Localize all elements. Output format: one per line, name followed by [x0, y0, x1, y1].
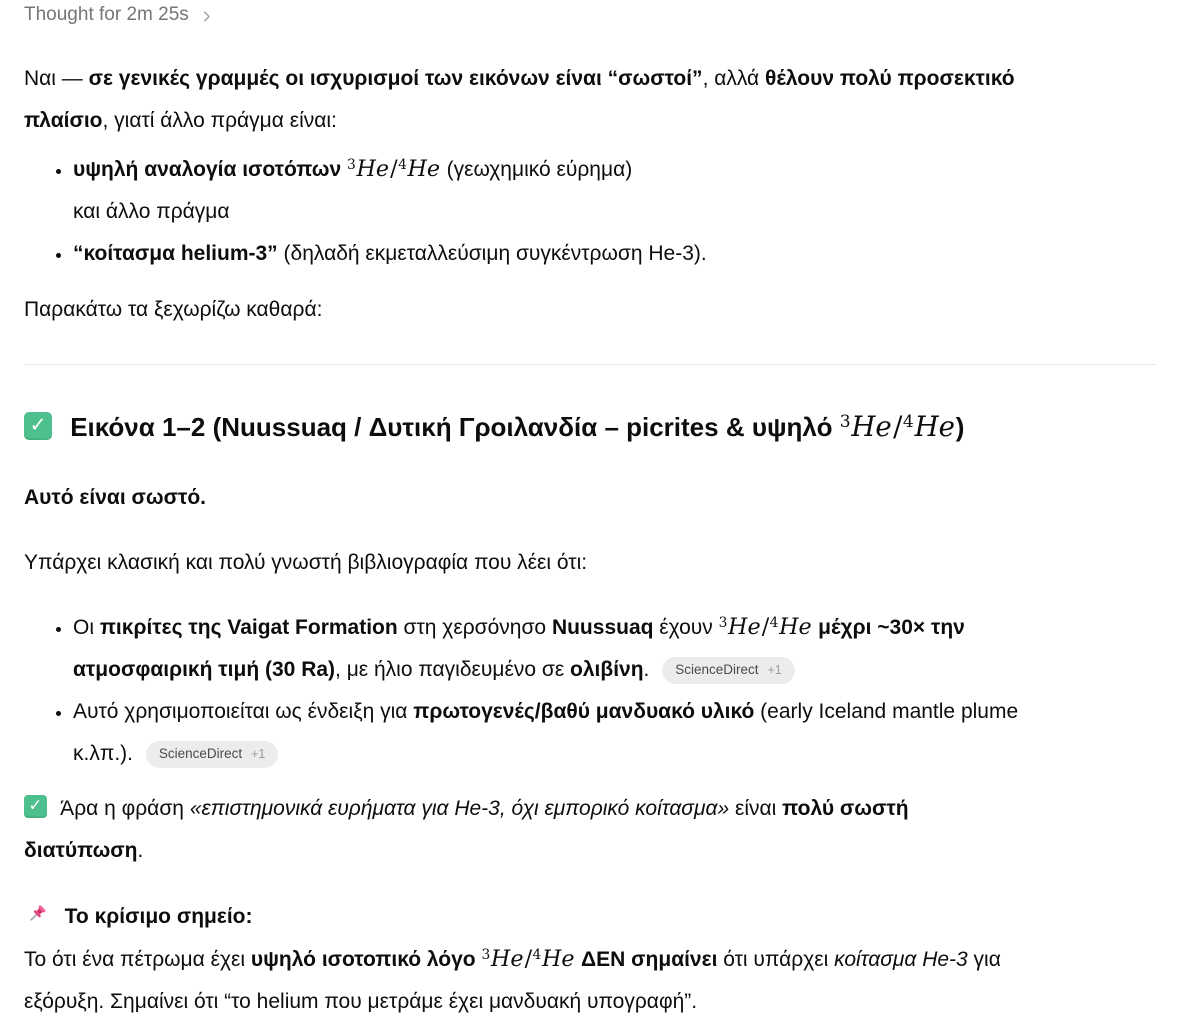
math-expression: $^3$He/$^4$He [481, 946, 575, 972]
citation-source: ScienceDirect [675, 661, 759, 677]
citation-badge[interactable] [662, 657, 795, 684]
thought-label: Thought for 2m 25s [24, 4, 189, 25]
list-item-picrites: • Οι πικρίτες της Vaigat Formation στη χερσόνησο Nuussuaq έχουν $^3$He/$^4$He μέχρι ~30× την ατμοσφαιρική τιμή (30 Ra), με ήλιο παγιδευμένο σε ολιβίνη. ScienceDirect +1 [73, 606, 1156, 691]
verdict-paragraph: Αυτό είναι σωστό. [24, 486, 206, 509]
list-item-isotope-ratio: • υψηλή αναλογία ισοτόπων $^3$He/$^4$He (γεωχημικό εύρημα) και άλλο πράγμα [73, 148, 1156, 233]
intro-paragraph: Ναι — σε γενικές γραμμές οι ισχυρισμοί των εικόνων είναι “σωστοί”, αλλά θέλουν πολύ προσεκτικό πλαίσιο, γιατί άλλο πράγμα είναι: [24, 67, 1015, 132]
math-expression: $^3$He/$^4$He [839, 411, 955, 443]
pushpin-icon [24, 901, 50, 927]
key-point-paragraph: Το κρίσιμο σημείο: Το ότι ένα πέτρωμα έχει υψηλό ισοτοπικό λόγο $^3$He/$^4$He ΔΕΝ σημαίνει ότι υπάρχει κοίτασμα He-3 για εξόρυξη. Σημαίνει ότι “το helium που μετράμε έχει μανδυακή υπογραφή”. [24, 896, 1156, 1023]
literature-paragraph: Υπάρχει κλασική και πολύ γνωστή βιβλιογραφία που λέει ότι: [24, 551, 588, 574]
transition-paragraph: Παρακάτω τα ξεχωρίζω καθαρά: [24, 298, 323, 321]
citation-badge[interactable] [146, 741, 279, 768]
list-item-mantle-plume: • Αυτό χρησιμοποιείται ως ένδειξη για πρωτογενές/βαθύ μανδυακό υλικό (early Iceland mantle plume κ.λπ.). ScienceDirect +1 [73, 691, 1156, 775]
claims-list [24, 148, 1156, 275]
math-expression: $^3$He/$^4$He [718, 614, 812, 640]
list-item-helium-deposit: • “κοίτασμα helium-3” (δηλαδή εκμεταλλεύσιμη συγκέντρωση He-3). [73, 233, 1156, 275]
image-1-2-heading: ✓ Εικόνα 1–2 (Nuussuaq / Δυτική Γροιλανδία – picrites & υψηλό $^3$He/$^4$He) [24, 407, 1156, 447]
thought-header[interactable] [24, 2, 214, 28]
evidence-list [24, 606, 1156, 775]
check-icon [24, 795, 47, 818]
check-icon [24, 412, 52, 440]
divider [24, 364, 1156, 365]
citation-count: +1 [767, 662, 782, 677]
citation-source: ScienceDirect [158, 745, 243, 761]
citation-count: +1 [251, 746, 266, 761]
math-expression: $^3$He/$^4$He [347, 156, 441, 182]
chevron-right-icon [199, 7, 214, 24]
phrase-assessment-paragraph: ✓ Άρα η φράση «επιστημονικά ευρήματα για He-3, όχι εμπορικό κοίτασμα» είναι πολύ σωστή διατύπωση. [24, 788, 1156, 872]
